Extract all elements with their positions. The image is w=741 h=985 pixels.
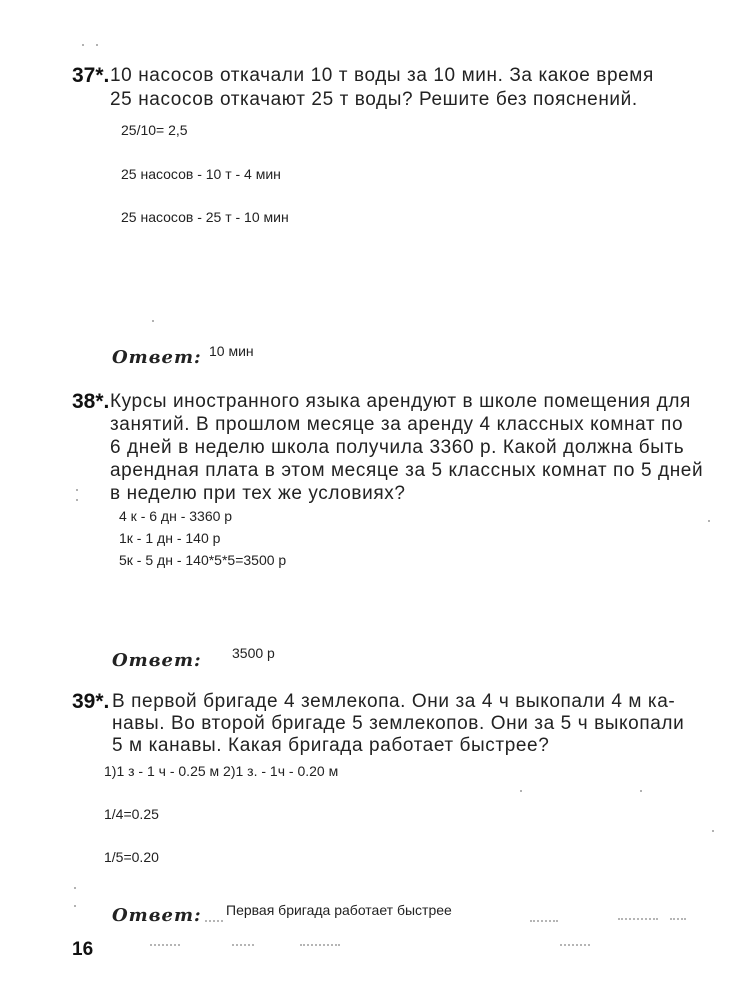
footer-dotted-line (300, 944, 340, 946)
task-text-line: навы. Во второй бригаде 5 землекопов. Они за 5 ч выкопали (112, 713, 685, 734)
solution-line: 1/5=0.20 (104, 849, 159, 865)
scan-speck (708, 520, 710, 522)
answer-value: 3500 р (232, 645, 275, 661)
task-text-line: 10 насосов откачали 10 т воды за 10 мин. За какое время (110, 65, 654, 86)
page-number: 16 (72, 939, 94, 960)
scan-speck (82, 44, 84, 46)
answer-value: 10 мин (209, 343, 254, 359)
solution-line: 25 насосов - 25 т - 10 мин (121, 209, 289, 225)
solution-line: 25 насосов - 10 т - 4 мин (121, 166, 281, 182)
scan-speck (74, 887, 76, 889)
answer-label: Ответ: (112, 650, 202, 671)
answer-dotted-line (618, 918, 658, 920)
answer-value: Первая бригада работает быстрее (226, 902, 452, 918)
scan-speck (520, 790, 522, 792)
task-text-line: Курсы иностранного языка арендуют в школе помещения для (110, 391, 691, 412)
footer-dotted-line (560, 944, 590, 946)
scan-speck (76, 499, 78, 501)
task-text-line: 5 м канавы. Какая бригада работает быстрее? (112, 735, 550, 756)
solution-line: 25/10= 2,5 (121, 122, 188, 138)
scan-speck (76, 489, 78, 491)
answer-dotted-line (205, 920, 223, 922)
task-text-line: 6 дней в неделю школа получила 3360 р. Какой должна быть (110, 437, 685, 458)
task-number: 38*. (72, 390, 110, 413)
scan-speck (96, 44, 98, 46)
task-text-line: арендная плата в этом месяце за 5 классных комнат по 5 дней (110, 460, 704, 481)
task-text-line: занятий. В прошлом месяце за аренду 4 классных комнат по (110, 414, 684, 435)
task-number: 37*. (72, 64, 110, 87)
solution-line: 1/4=0.25 (104, 806, 159, 822)
solution-line: 4 к - 6 дн - 3360 р (119, 508, 233, 524)
footer-dotted-line (232, 944, 254, 946)
solution-line: 1к - 1 дн - 140 р (119, 530, 221, 546)
solution-line: 1)1 з - 1 ч - 0.25 м 2)1 з. - 1ч - 0.20 м (104, 763, 339, 779)
scan-speck (640, 790, 642, 792)
task-text-line: В первой бригаде 4 землекопа. Они за 4 ч выкопали 4 м ка- (112, 691, 676, 712)
footer-dotted-line (150, 944, 180, 946)
answer-label: Ответ: (112, 905, 202, 926)
answer-label: Ответ: (112, 347, 202, 368)
scan-speck (152, 320, 154, 322)
task-text-line: 25 насосов откачают 25 т воды? Решите без пояснений. (110, 89, 638, 110)
task-text-line: в неделю при тех же условиях? (110, 483, 406, 504)
scan-speck (74, 905, 76, 907)
answer-dotted-line (530, 920, 558, 922)
task-number: 39*. (72, 690, 110, 713)
scan-speck (712, 830, 714, 832)
solution-line: 5к - 5 дн - 140*5*5=3500 р (119, 552, 287, 568)
answer-dotted-line (670, 918, 686, 920)
